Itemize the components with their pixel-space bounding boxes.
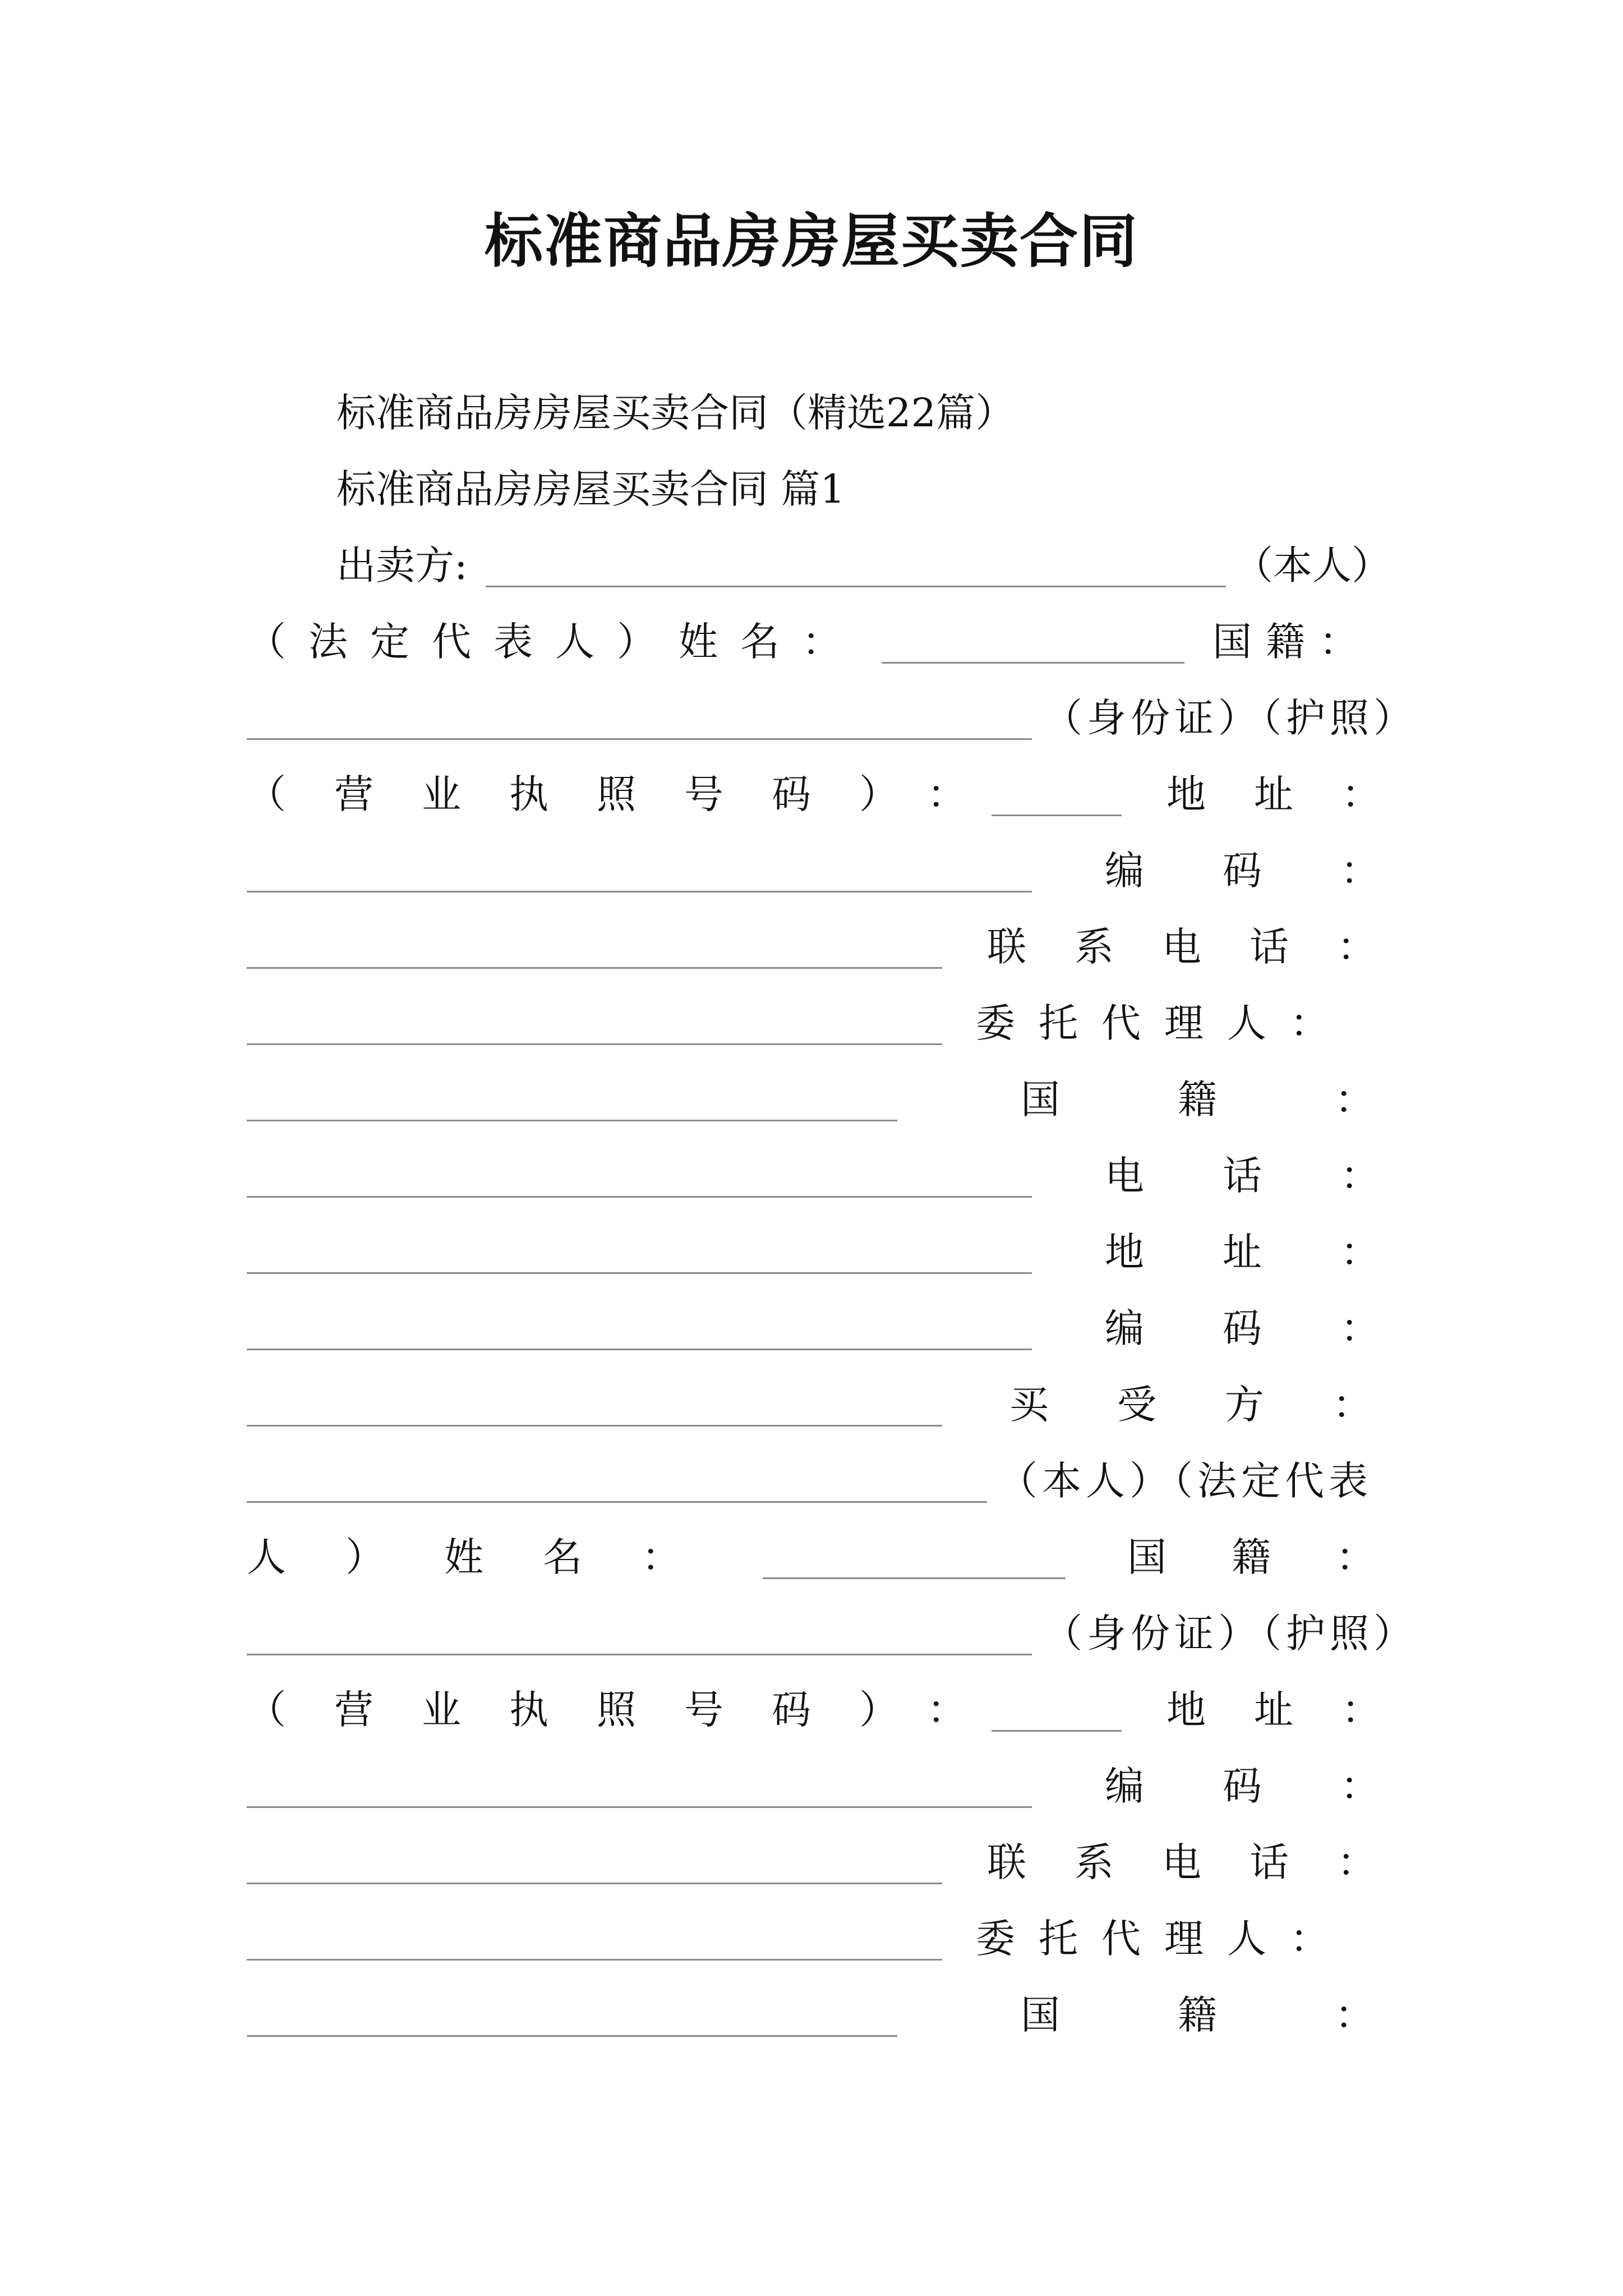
agent-blank[interactable] (247, 1120, 897, 1121)
postcode-line-2 (0, 1366, 1623, 1443)
buyer-agent-blank[interactable] (247, 2035, 897, 2037)
business-license-label: （营业执照号码）： (247, 771, 1015, 817)
contact-phone-blank[interactable] (247, 1043, 942, 1045)
buyer-postcode-line (0, 1824, 1623, 1901)
postcode-blank[interactable] (247, 967, 942, 969)
buyer-business-license-label: （营业执照号码）： (247, 1687, 1015, 1733)
address-label-2: 地址： (1105, 1229, 1458, 1275)
buyer-self-legal: （本人）（法定代表 (998, 1458, 1372, 1504)
seller-line (0, 527, 1623, 604)
seller-blank[interactable] (486, 586, 1226, 587)
buyer-agent-label: 委托代理人： (976, 1916, 1353, 1962)
phone-blank[interactable] (247, 1272, 1032, 1274)
buyer-blank[interactable] (247, 1501, 987, 1503)
phone-line (0, 1214, 1623, 1290)
buyer-label: 买受方： (1009, 1382, 1440, 1428)
legal-rep-name-label: （ 法 定 代 表 人 ） 姓 名 ： (247, 619, 841, 665)
buyer-postcode-label: 编码： (1105, 1763, 1458, 1809)
business-license-blank[interactable] (992, 815, 1122, 816)
agent-label: 委托代理人： (976, 1000, 1353, 1046)
id-line (0, 680, 1623, 756)
buyer-contact-phone-label: 联系电话： (987, 1839, 1424, 1885)
postcode-label: 编码： (1105, 848, 1458, 894)
id-passport-label: （身份证）（护照） (1043, 695, 1417, 741)
nationality-line-2 (0, 1138, 1623, 1214)
buyer-business-license-blank[interactable] (992, 1730, 1122, 1732)
nationality-blank[interactable] (247, 738, 1032, 740)
intro-line-1: 标准商品房房屋买卖合同（精选22篇） (336, 390, 1015, 436)
legal-rep-name-blank[interactable] (882, 662, 1184, 664)
address-blank[interactable] (247, 891, 1032, 892)
legal-rep-line (0, 604, 1623, 680)
postcode-label-2: 编码： (1105, 1305, 1458, 1351)
address-blank-2[interactable] (247, 1349, 1032, 1350)
address-label: 地址： (1166, 771, 1429, 817)
buyer-nationality-blank[interactable] (247, 1654, 1032, 1655)
buyer-nationality-label-2: 国籍： (1021, 1992, 1492, 2038)
nationality-label-2: 国籍： (1021, 1076, 1492, 1122)
buyer-rep-name-blank[interactable] (763, 1577, 1066, 1579)
buyer-rep-name-label: 人）姓名： (247, 1534, 740, 1580)
buyer-contact-phone-blank[interactable] (247, 1959, 942, 1961)
buyer-postcode-blank[interactable] (247, 1883, 942, 1884)
buyer-nationality-label: 国籍： (1127, 1534, 1440, 1580)
address-line-2 (0, 1290, 1623, 1366)
buyer-id-passport-label: （身份证）（护照） (1043, 1611, 1417, 1657)
buyer-address-line (0, 1748, 1623, 1824)
self-note: （本人） (1234, 542, 1391, 588)
postcode-blank-2[interactable] (247, 1425, 942, 1427)
buyer-business-license-line (0, 1672, 1623, 1748)
buyer-address-label: 地址： (1166, 1687, 1429, 1733)
buyer-agent-line (0, 1977, 1623, 2053)
buyer-line (0, 1443, 1623, 1519)
intro-line-2: 标准商品房房屋买卖合同 篇1 (336, 466, 845, 512)
contact-phone-label: 联系电话： (987, 924, 1424, 970)
buyer-rep-line (0, 1519, 1623, 1595)
buyer-contact-phone-line (0, 1901, 1623, 1977)
agent-line (0, 1061, 1623, 1138)
business-license-line (0, 756, 1623, 832)
postcode-line (0, 909, 1623, 985)
nationality-label: 国 籍 ： (1212, 619, 1358, 665)
document-title: 标准商品房房屋买卖合同 (484, 206, 1138, 275)
buyer-address-blank[interactable] (247, 1806, 1032, 1808)
buyer-id-line (0, 1595, 1623, 1672)
nationality-blank-2[interactable] (247, 1196, 1032, 1198)
phone-label: 电话： (1105, 1153, 1458, 1199)
seller-label: 出卖方: (336, 542, 468, 588)
address-line (0, 832, 1623, 909)
contact-phone-line (0, 985, 1623, 1061)
